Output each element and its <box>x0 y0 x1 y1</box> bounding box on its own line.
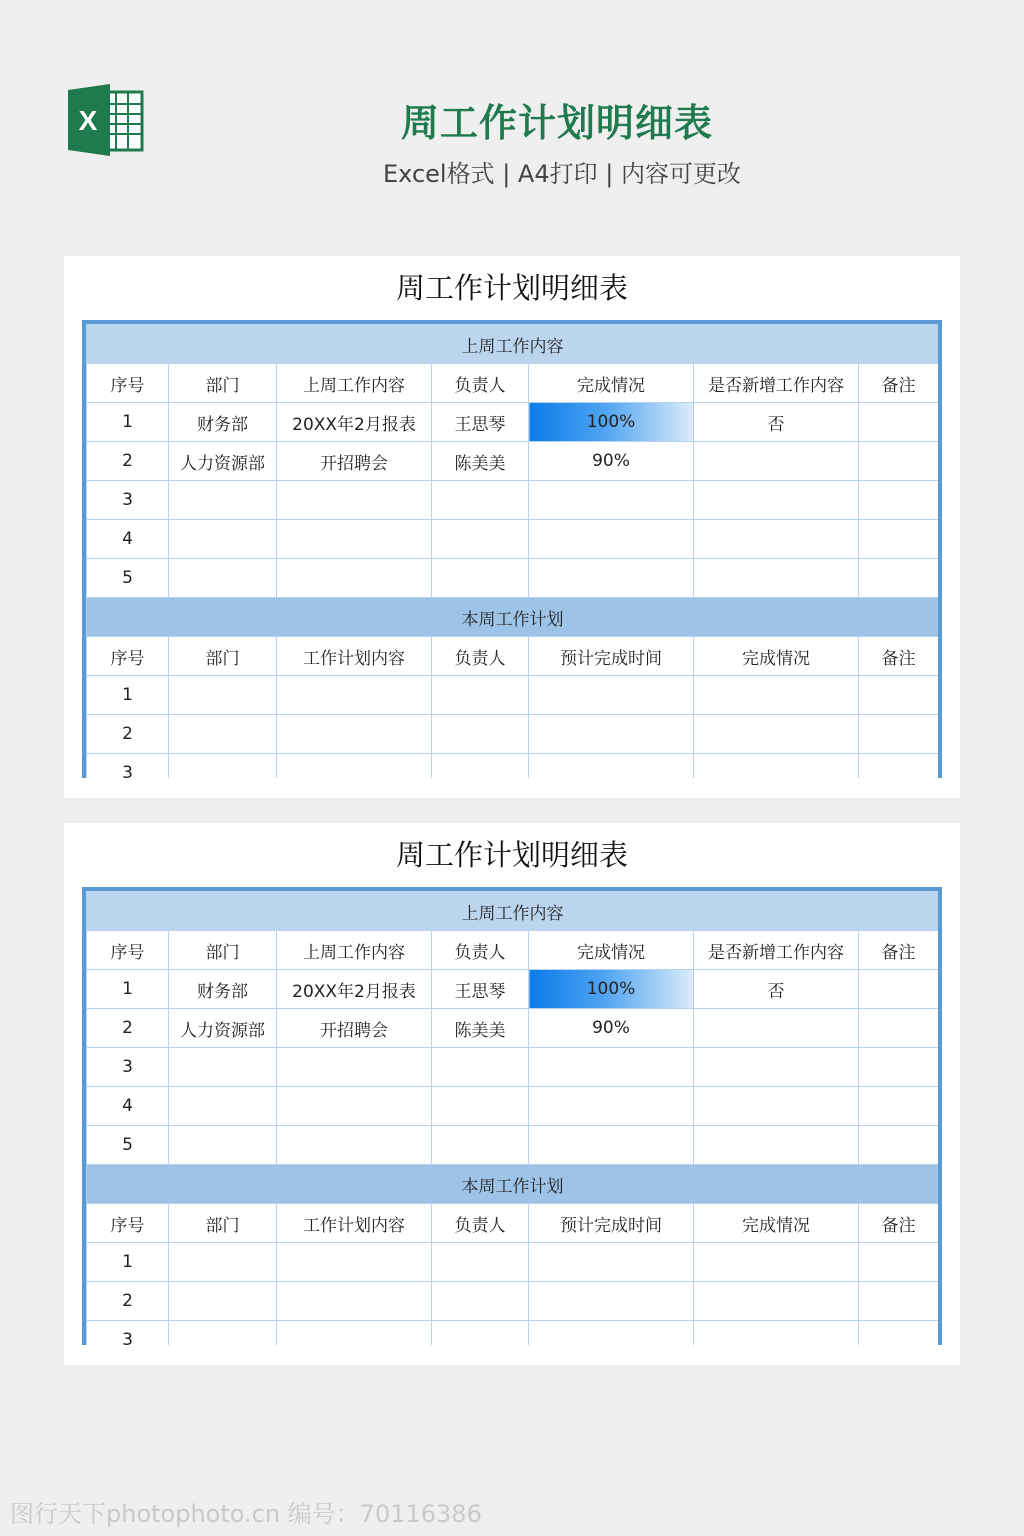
table-row <box>87 1009 939 1048</box>
cell <box>169 481 277 520</box>
cell-note <box>859 1009 939 1048</box>
cell <box>432 1126 529 1165</box>
cell-no: 5 <box>87 559 169 598</box>
cell <box>432 676 529 715</box>
cell <box>529 715 694 754</box>
table-row <box>87 715 939 754</box>
cell <box>859 1282 939 1321</box>
cell <box>694 1321 859 1346</box>
cell <box>169 559 277 598</box>
cell <box>529 1048 694 1087</box>
table-row <box>87 1282 939 1321</box>
cell-no: 2 <box>87 1282 169 1321</box>
cell <box>859 559 939 598</box>
table-row <box>87 970 939 1009</box>
header-cell: 序号 <box>87 931 169 970</box>
cell <box>859 1087 939 1126</box>
cell <box>432 754 529 779</box>
header-row <box>87 364 939 403</box>
header-cell: 预计完成时间 <box>529 637 694 676</box>
header-cell: 完成情况 <box>694 1204 859 1243</box>
header-cell: 完成情况 <box>694 637 859 676</box>
table-row <box>87 559 939 598</box>
cell <box>529 520 694 559</box>
cell-no: 3 <box>87 754 169 779</box>
cell-no: 1 <box>87 403 169 442</box>
cell-no: 2 <box>87 715 169 754</box>
cell <box>432 520 529 559</box>
cell <box>277 481 432 520</box>
table-row <box>87 520 939 559</box>
plan-table <box>86 324 939 778</box>
cell-owner: 陈美美 <box>432 1009 529 1048</box>
cell <box>694 1048 859 1087</box>
table-row <box>87 442 939 481</box>
header-cell: 部门 <box>169 637 277 676</box>
cell-note <box>859 442 939 481</box>
header-cell: 完成情况 <box>529 931 694 970</box>
cell <box>277 1243 432 1282</box>
progress-bar-cell: 100% <box>529 403 694 442</box>
header-cell: 备注 <box>859 364 939 403</box>
cell-new <box>694 442 859 481</box>
header-cell: 工作计划内容 <box>277 1204 432 1243</box>
page-subtitle: Excel格式 | A4打印 | 内容可更改 <box>383 160 741 188</box>
cell <box>529 481 694 520</box>
spreadsheet <box>82 320 942 778</box>
cell-content: 开招聘会 <box>277 442 432 481</box>
header-cell: 部门 <box>169 364 277 403</box>
header-cell: 预计完成时间 <box>529 1204 694 1243</box>
cell <box>529 1126 694 1165</box>
cell-dept: 财务部 <box>169 403 277 442</box>
cell <box>694 1243 859 1282</box>
header-cell: 上周工作内容 <box>277 931 432 970</box>
cell-content: 20XX年2月报表 <box>277 403 432 442</box>
cell <box>432 1321 529 1346</box>
cell-new: 否 <box>694 970 859 1009</box>
cell <box>859 715 939 754</box>
cell <box>432 1048 529 1087</box>
header-cell: 部门 <box>169 931 277 970</box>
cell-no: 1 <box>87 970 169 1009</box>
table-row <box>87 1243 939 1282</box>
cell <box>529 1243 694 1282</box>
cell <box>432 559 529 598</box>
sheet-preview-2 <box>64 823 960 1365</box>
header-cell: 是否新增工作内容 <box>694 364 859 403</box>
cell <box>694 559 859 598</box>
cell <box>859 1321 939 1346</box>
cell-no: 1 <box>87 1243 169 1282</box>
cell <box>277 559 432 598</box>
cell <box>529 1321 694 1346</box>
section-header-last-week <box>87 892 939 931</box>
cell <box>277 1282 432 1321</box>
cell <box>529 676 694 715</box>
cell-content: 20XX年2月报表 <box>277 970 432 1009</box>
header-cell: 序号 <box>87 364 169 403</box>
cell <box>694 1087 859 1126</box>
header-cell: 负责人 <box>432 364 529 403</box>
cell <box>432 1087 529 1126</box>
cell-no: 1 <box>87 676 169 715</box>
cell <box>277 520 432 559</box>
cell <box>694 715 859 754</box>
cell-owner: 王思琴 <box>432 403 529 442</box>
cell <box>277 754 432 779</box>
cell <box>529 1087 694 1126</box>
cell-dept: 财务部 <box>169 970 277 1009</box>
header-cell: 负责人 <box>432 931 529 970</box>
cell <box>169 1048 277 1087</box>
cell <box>169 1243 277 1282</box>
cell <box>859 1126 939 1165</box>
cell <box>432 481 529 520</box>
cell <box>432 1243 529 1282</box>
watermark-text: 图行天下photophoto.cn 编号：70116386 <box>10 1500 482 1528</box>
cell <box>432 1282 529 1321</box>
page-title: 周工作计划明细表 <box>400 101 713 145</box>
cell <box>169 1126 277 1165</box>
cell <box>859 754 939 779</box>
cell-progress: 90% <box>529 1009 694 1048</box>
section-header-last-week <box>87 325 939 364</box>
cell-note <box>859 970 939 1009</box>
cell <box>169 520 277 559</box>
sheet-title: 周工作计划明细表 <box>395 838 628 872</box>
section-header-this-week <box>87 598 939 637</box>
cell <box>169 754 277 779</box>
cell-no: 3 <box>87 1321 169 1346</box>
cell-no: 3 <box>87 481 169 520</box>
cell-new <box>694 1009 859 1048</box>
cell <box>694 481 859 520</box>
cell <box>277 676 432 715</box>
header-cell: 工作计划内容 <box>277 637 432 676</box>
cell-new: 否 <box>694 403 859 442</box>
cell-owner: 王思琴 <box>432 970 529 1009</box>
cell-no: 2 <box>87 1009 169 1048</box>
cell <box>169 676 277 715</box>
cell <box>169 1321 277 1346</box>
section-title: 本周工作计划 <box>87 1165 939 1204</box>
cell <box>694 1282 859 1321</box>
table-row <box>87 1126 939 1165</box>
section-header-this-week <box>87 1165 939 1204</box>
cell <box>859 481 939 520</box>
table-row <box>87 481 939 520</box>
cell <box>859 1243 939 1282</box>
header-cell: 负责人 <box>432 637 529 676</box>
cell <box>694 676 859 715</box>
table-row <box>87 403 939 442</box>
section-title: 上周工作内容 <box>87 325 939 364</box>
cell-note <box>859 403 939 442</box>
cell <box>859 676 939 715</box>
cell <box>694 520 859 559</box>
cell-progress: 90% <box>529 442 694 481</box>
header-cell: 完成情况 <box>529 364 694 403</box>
spreadsheet <box>82 887 942 1345</box>
cell <box>529 1282 694 1321</box>
table-row <box>87 676 939 715</box>
cell-no: 3 <box>87 1048 169 1087</box>
cell-no: 4 <box>87 520 169 559</box>
header-cell: 序号 <box>87 1204 169 1243</box>
table-row <box>87 1087 939 1126</box>
header-cell: 备注 <box>859 931 939 970</box>
cell <box>529 754 694 779</box>
cell <box>694 754 859 779</box>
cell <box>169 1087 277 1126</box>
cell <box>277 1087 432 1126</box>
header-cell: 负责人 <box>432 1204 529 1243</box>
plan-table <box>86 891 939 1345</box>
cell <box>169 715 277 754</box>
table-row <box>87 1321 939 1346</box>
header-cell: 备注 <box>859 637 939 676</box>
cell <box>277 1321 432 1346</box>
header-row <box>87 931 939 970</box>
header-cell: 备注 <box>859 1204 939 1243</box>
cell <box>694 1126 859 1165</box>
cell <box>277 1126 432 1165</box>
header-cell: 部门 <box>169 1204 277 1243</box>
cell-dept: 人力资源部 <box>169 1009 277 1048</box>
header-cell: 序号 <box>87 637 169 676</box>
cell <box>859 520 939 559</box>
cell-content: 开招聘会 <box>277 1009 432 1048</box>
header-cell: 上周工作内容 <box>277 364 432 403</box>
header-row <box>87 637 939 676</box>
cell <box>277 715 432 754</box>
sheet-preview-1 <box>64 256 960 798</box>
table-row <box>87 1048 939 1087</box>
cell <box>169 1282 277 1321</box>
cell <box>432 715 529 754</box>
progress-bar-cell: 100% <box>529 970 694 1009</box>
table-row <box>87 754 939 779</box>
header-row <box>87 1204 939 1243</box>
section-title: 上周工作内容 <box>87 892 939 931</box>
cell <box>859 1048 939 1087</box>
excel-logo-letter: X <box>78 105 98 136</box>
cell-no: 5 <box>87 1126 169 1165</box>
header-cell: 是否新增工作内容 <box>694 931 859 970</box>
cell <box>529 559 694 598</box>
cell-no: 2 <box>87 442 169 481</box>
cell-dept: 人力资源部 <box>169 442 277 481</box>
cell <box>277 1048 432 1087</box>
sheet-title: 周工作计划明细表 <box>395 271 628 305</box>
cell-owner: 陈美美 <box>432 442 529 481</box>
section-title: 本周工作计划 <box>87 598 939 637</box>
cell-no: 4 <box>87 1087 169 1126</box>
